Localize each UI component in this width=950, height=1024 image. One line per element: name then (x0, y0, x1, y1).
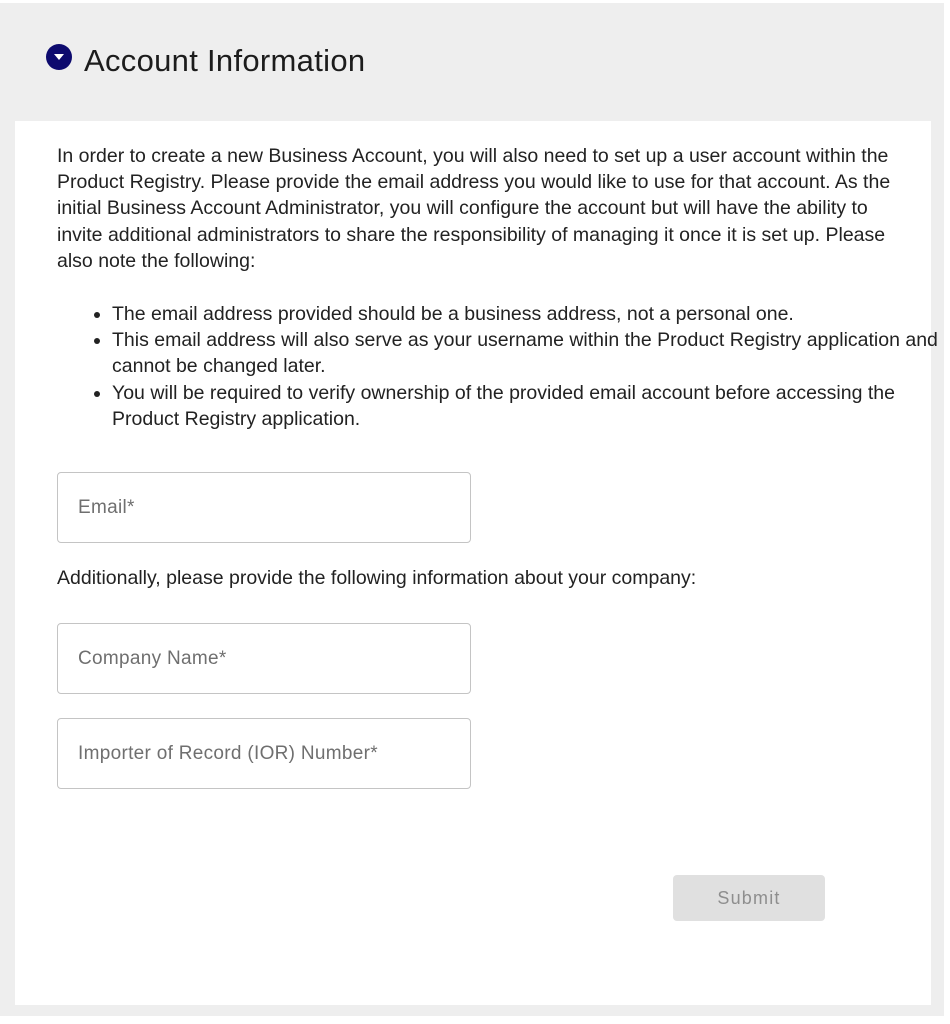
chevron-down-circle-icon[interactable] (46, 44, 72, 70)
section-title: Account Information (84, 43, 366, 78)
notes-list (57, 301, 950, 432)
submit-button[interactable]: Submit (673, 875, 825, 921)
ior-number-field[interactable] (57, 718, 471, 789)
email-field[interactable] (57, 472, 471, 543)
form-card (15, 121, 938, 1005)
note-item: • This email address will also serve as your username within the Product Registry application and cannot be changed later. (112, 327, 950, 379)
section-header[interactable] (46, 43, 365, 79)
company-name-input[interactable] (58, 624, 470, 693)
account-information-section (0, 3, 944, 1016)
additional-info-text: Additionally, please provide the following information about your company: (57, 567, 697, 589)
email-input[interactable] (58, 473, 470, 542)
ior-number-input[interactable] (58, 719, 470, 788)
intro-text: In order to create a new Business Account, you will also need to set up a user account within the Product Registry. Please provide the email address you would like to use for that account. As the initial Business Account Administrator, you will configure the account but will have the ability to invite additional administrators to share the responsibility of managing it once it is set up. Please also note the following: (57, 145, 891, 272)
note-item: • You will be required to verify ownership of the provided email account before accessing the Product Registry application. (112, 380, 950, 432)
company-name-field[interactable] (57, 623, 471, 694)
note-item: • The email address provided should be a business address, not a personal one. (112, 301, 950, 327)
